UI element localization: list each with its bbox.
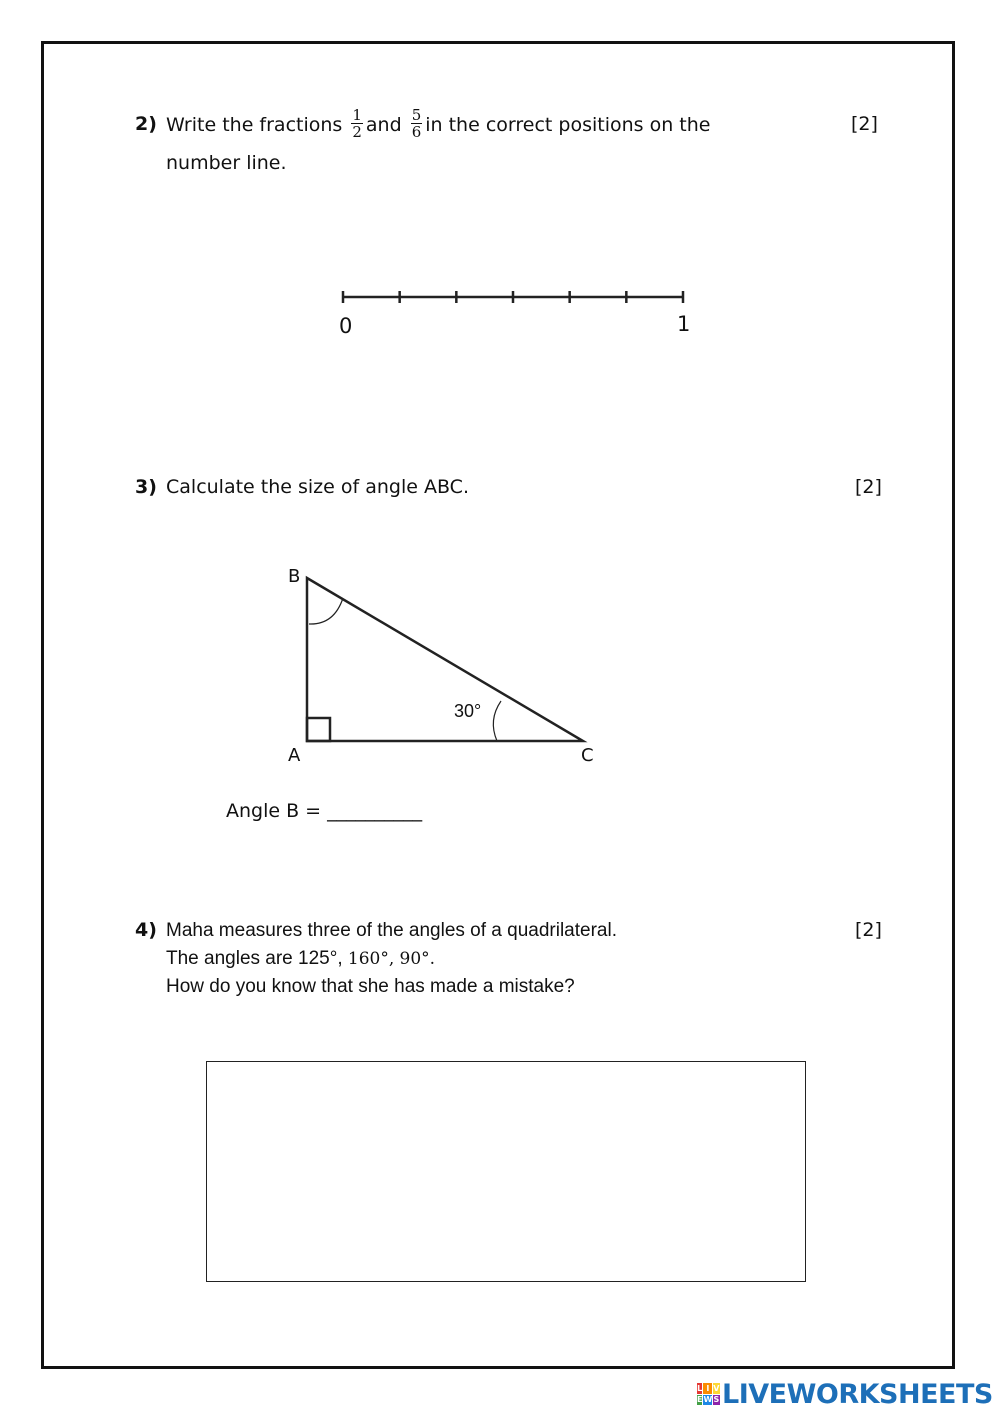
vertex-b-label: B xyxy=(288,566,301,587)
number-line[interactable] xyxy=(330,285,700,315)
frac1-denominator: 2 xyxy=(352,123,362,141)
logo-tile: V xyxy=(713,1383,720,1393)
q2-text-line1 xyxy=(166,100,710,150)
number-line-end-label: 1 xyxy=(677,312,691,336)
angle-b-arc xyxy=(309,598,343,624)
q4-line2 xyxy=(166,945,435,973)
number-line-graphic xyxy=(343,291,683,303)
q3-text: Calculate the size of angle ABC. xyxy=(166,476,469,498)
angle-c-label: 30° xyxy=(454,701,482,721)
frac2-denominator: 6 xyxy=(411,123,422,141)
liveworksheets-logo xyxy=(697,1378,993,1410)
q2-text-before: Write the fractions xyxy=(166,114,343,136)
q2-number: 2) xyxy=(135,113,157,135)
fraction-one-half xyxy=(351,107,363,140)
q4-number: 4) xyxy=(135,919,157,941)
frac2-numerator: 5 xyxy=(411,106,422,124)
q2-text-and: and xyxy=(365,114,402,136)
frac1-numerator: 1 xyxy=(352,106,362,124)
q4-angle-160: 160°, xyxy=(347,949,395,969)
number-line-start-label: 0 xyxy=(339,314,353,338)
triangle-diagram xyxy=(280,560,610,760)
angle-b-answer[interactable]: Angle B = __________ xyxy=(226,800,423,822)
q3-number: 3) xyxy=(135,476,157,498)
logo-tile: S xyxy=(713,1395,720,1405)
q4-angle-90: 90°. xyxy=(399,949,436,969)
vertex-a-label: A xyxy=(288,745,301,766)
right-angle-marker xyxy=(307,718,330,741)
q4-marks: [2] xyxy=(855,919,882,941)
triangle-abc xyxy=(307,578,583,741)
angle-c-arc xyxy=(493,701,501,741)
q4-line3: How do you know that she has made a mistake? xyxy=(166,976,575,997)
logo-tile: L xyxy=(697,1383,703,1393)
q2-marks: [2] xyxy=(851,113,878,135)
logo-tile: E xyxy=(697,1395,703,1405)
q2-text-line2: number line. xyxy=(166,152,287,174)
logo-tile: I xyxy=(703,1383,712,1394)
q4-line1: Maha measures three of the angles of a quadrilateral. xyxy=(166,920,617,941)
vertex-c-label: C xyxy=(581,745,594,766)
q3-marks: [2] xyxy=(855,476,882,498)
q4-answer-box[interactable] xyxy=(206,1061,806,1282)
logo-tile: W xyxy=(703,1395,713,1405)
q4-line2-prefix: The angles are 125°, xyxy=(166,948,343,969)
liveworksheets-logo-icon xyxy=(697,1383,719,1405)
fraction-five-sixths xyxy=(411,107,423,140)
q2-text-after: in the correct positions on the xyxy=(425,114,711,136)
liveworksheets-logo-text: LIVEWORKSHEETS xyxy=(722,1378,993,1410)
